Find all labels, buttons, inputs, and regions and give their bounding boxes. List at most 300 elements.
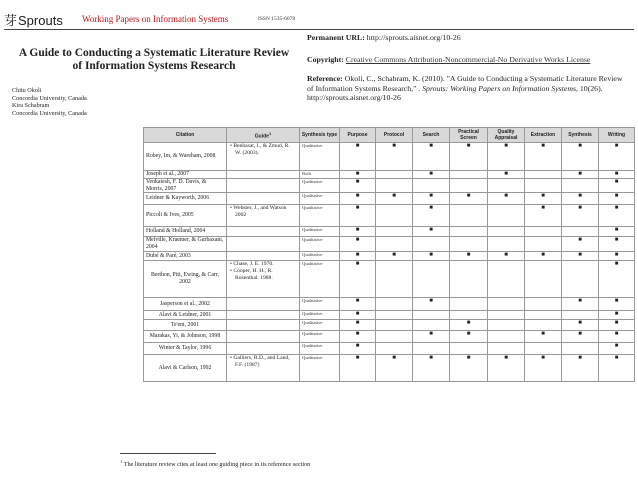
filled-square-icon: ■ [614, 205, 619, 212]
check-mark-cell [450, 143, 488, 171]
guide-cell [227, 260, 300, 297]
guide-cell [227, 205, 300, 227]
check-mark-cell [525, 178, 562, 193]
check-mark-cell [340, 342, 376, 354]
logo-text: Sprouts [18, 13, 63, 28]
check-mark-cell [376, 251, 413, 260]
table-row [144, 260, 635, 297]
check-mark-cell [450, 193, 488, 205]
filled-square-icon: ■ [504, 143, 508, 149]
check-mark-cell [525, 330, 562, 342]
filled-square-icon: ■ [504, 354, 508, 361]
check-mark-cell [599, 260, 635, 297]
check-mark-cell [562, 205, 599, 227]
filled-square-icon: ■ [614, 143, 619, 149]
synthesis-type-cell: Qualitative [300, 330, 340, 342]
synthesis-type-cell: Qualitative [300, 342, 340, 354]
license-link[interactable]: Creative Commons Attribution-Noncommercial-No Derivative Works License [345, 55, 591, 64]
filled-square-icon: ■ [355, 260, 360, 267]
guide-cell [227, 251, 300, 260]
filled-square-icon: ■ [614, 260, 619, 267]
check-mark-cell [525, 171, 562, 179]
filled-square-icon: ■ [578, 354, 582, 361]
table-row [144, 171, 635, 179]
check-mark-cell [599, 171, 635, 179]
table-row [144, 205, 635, 227]
filled-square-icon: ■ [578, 319, 582, 326]
check-mark-cell [599, 319, 635, 330]
check-mark-cell [488, 171, 525, 179]
table-row [144, 319, 635, 330]
check-mark-cell [413, 237, 450, 252]
check-mark-cell [562, 319, 599, 330]
filled-square-icon: ■ [355, 143, 360, 149]
check-mark-cell [340, 227, 376, 237]
filled-square-icon: ■ [429, 143, 433, 149]
filled-square-icon: ■ [541, 251, 545, 258]
check-mark-cell [525, 237, 562, 252]
bullet-icon: • [230, 267, 234, 274]
citation-cell: Jasperson et al., 2002 [144, 297, 227, 310]
review-table-body [144, 143, 635, 382]
guide-cell [227, 193, 300, 205]
check-mark-cell [450, 354, 488, 381]
filled-square-icon: ■ [541, 193, 545, 200]
filled-square-icon: ■ [466, 319, 471, 326]
filled-square-icon: ■ [429, 193, 433, 200]
citation-cell: Marakas, Yi, & Johnson, 1998 [144, 330, 227, 342]
col-extraction: Extraction [525, 128, 562, 143]
filled-square-icon: ■ [578, 251, 582, 258]
synthesis-type-cell: Qualitative [300, 193, 340, 205]
filled-square-icon: ■ [614, 310, 619, 317]
filled-square-icon: ■ [614, 297, 619, 304]
guide-cell [227, 171, 300, 179]
reference-text: Okoli, C., Schabram, K. (2010). "A Guide to Conducting a Systematic Literature Review of Information Systems Research," . [307, 74, 623, 93]
guide-list-item [229, 355, 297, 369]
filled-square-icon: ■ [504, 193, 508, 200]
table-row [144, 251, 635, 260]
check-mark-cell [562, 297, 599, 310]
review-table [143, 127, 635, 382]
check-mark-cell [450, 319, 488, 330]
copyright-label: Copyright: [307, 55, 344, 64]
sprouts-logo [4, 10, 63, 29]
check-mark-cell [376, 205, 413, 227]
author-name: Kira Schabram [12, 102, 50, 110]
check-mark-cell [599, 342, 635, 354]
check-mark-cell [599, 205, 635, 227]
check-mark-cell [376, 237, 413, 252]
table-row [144, 178, 635, 193]
col-writing: Writing [599, 128, 635, 143]
citation-cell: Venkatesh, F. D. Davis, & Morris, 2007 [144, 178, 227, 193]
filled-square-icon: ■ [392, 193, 396, 200]
filled-square-icon: ■ [614, 178, 619, 185]
check-mark-cell [450, 251, 488, 260]
synthesis-type-cell: Both [300, 171, 340, 179]
citation-cell: Berthon, Pitt, Ewing, & Carr, 2002 [144, 260, 227, 297]
table-header-row [144, 128, 635, 143]
check-mark-cell [413, 354, 450, 381]
filled-square-icon: ■ [355, 319, 360, 326]
filled-square-icon: ■ [392, 143, 396, 149]
filled-square-icon: ■ [355, 171, 360, 177]
filled-square-icon: ■ [429, 205, 433, 212]
filled-square-icon: ■ [578, 171, 582, 177]
filled-square-icon: ■ [429, 227, 433, 234]
synthesis-type-cell: Qualitative [300, 178, 340, 193]
filled-square-icon: ■ [355, 342, 360, 349]
author-affiliation: Concordia University, Canada [12, 94, 87, 102]
filled-square-icon: ■ [504, 171, 508, 177]
filled-square-icon: ■ [614, 193, 619, 200]
check-mark-cell [599, 310, 635, 319]
check-mark-cell [413, 171, 450, 179]
check-mark-cell [376, 260, 413, 297]
check-mark-cell [450, 205, 488, 227]
filled-square-icon: ■ [578, 297, 582, 304]
check-mark-cell [599, 251, 635, 260]
col-citation: Citation [144, 128, 227, 143]
check-mark-cell [413, 193, 450, 205]
check-mark-cell [450, 178, 488, 193]
series-title: Working Papers on Information Systems [82, 14, 229, 24]
reference-label: Reference: [307, 74, 343, 83]
check-mark-cell [450, 310, 488, 319]
check-mark-cell [488, 193, 525, 205]
check-mark-cell [599, 330, 635, 342]
paper-title: A Guide to Conducting a Systematic Literature Review of Information Systems Research [18, 47, 290, 72]
guide-list-item [229, 205, 297, 219]
check-mark-cell [340, 260, 376, 297]
check-mark-cell [488, 354, 525, 381]
check-mark-cell [376, 227, 413, 237]
table-row [144, 330, 635, 342]
check-mark-cell [376, 297, 413, 310]
check-mark-cell [599, 143, 635, 171]
check-mark-cell [488, 342, 525, 354]
synthesis-type-cell: Qualitative [300, 143, 340, 171]
check-mark-cell [488, 251, 525, 260]
filled-square-icon: ■ [578, 330, 582, 337]
col-protocol: Protocol [376, 128, 413, 143]
guide-cell [227, 237, 300, 252]
filled-square-icon: ■ [614, 330, 619, 337]
footnote-text: The literature review cites at least one guiding piece in its reference section [123, 461, 311, 469]
filled-square-icon: ■ [578, 143, 582, 149]
filled-square-icon: ■ [355, 205, 360, 212]
filled-square-icon: ■ [614, 251, 619, 258]
guide-cell [227, 354, 300, 381]
reference-journal: Sprouts: Working Papers on Information Systems, [422, 83, 578, 93]
filled-square-icon: ■ [614, 237, 619, 244]
filled-square-icon: ■ [355, 251, 360, 258]
table-row [144, 354, 635, 381]
sprout-logo-icon: 芽 [4, 14, 18, 29]
check-mark-cell [599, 354, 635, 381]
filled-square-icon: ■ [466, 330, 471, 337]
check-mark-cell [413, 227, 450, 237]
check-mark-cell [413, 342, 450, 354]
author-affiliation: Concordia University, Canada [12, 109, 87, 117]
synthesis-type-cell: Qualitative [300, 205, 340, 227]
table-row [144, 193, 635, 205]
filled-square-icon: ■ [355, 297, 360, 304]
filled-square-icon: ■ [614, 354, 619, 361]
filled-square-icon: ■ [355, 227, 360, 234]
check-mark-cell [525, 354, 562, 381]
filled-square-icon: ■ [466, 354, 471, 361]
synthesis-type-cell: Qualitative [300, 319, 340, 330]
check-mark-cell [562, 354, 599, 381]
table-row [144, 310, 635, 319]
filled-square-icon: ■ [578, 205, 582, 212]
check-mark-cell [525, 310, 562, 319]
check-mark-cell [599, 297, 635, 310]
guide-item: Cooper, H. H., R. Rosenthal. 1988. [233, 267, 273, 281]
filled-square-icon: ■ [578, 193, 582, 200]
check-mark-cell [525, 227, 562, 237]
check-mark-cell [450, 227, 488, 237]
table-row [144, 342, 635, 354]
check-mark-cell [450, 171, 488, 179]
check-mark-cell [340, 330, 376, 342]
check-mark-cell [450, 260, 488, 297]
check-mark-cell [488, 205, 525, 227]
filled-square-icon: ■ [614, 319, 619, 326]
check-mark-cell [413, 260, 450, 297]
check-mark-cell [376, 319, 413, 330]
check-mark-cell [562, 237, 599, 252]
check-mark-cell [525, 260, 562, 297]
check-mark-cell [562, 342, 599, 354]
filled-square-icon: ■ [355, 237, 360, 244]
check-mark-cell [525, 297, 562, 310]
check-mark-cell [525, 193, 562, 205]
check-mark-cell [525, 251, 562, 260]
check-mark-cell [376, 143, 413, 171]
check-mark-cell [340, 178, 376, 193]
filled-square-icon: ■ [429, 297, 433, 304]
filled-square-icon: ■ [355, 354, 360, 361]
check-mark-cell [562, 143, 599, 171]
guide-cell [227, 143, 300, 171]
table-row [144, 237, 635, 252]
citation-cell: Alavi & Leidner, 2001 [144, 310, 227, 319]
check-mark-cell [340, 319, 376, 330]
check-mark-cell [340, 143, 376, 171]
check-mark-cell [413, 178, 450, 193]
table-row [144, 297, 635, 310]
col-search: Search [413, 128, 450, 143]
bullet-icon: • [230, 354, 234, 361]
check-mark-cell [525, 342, 562, 354]
synthesis-type-cell: Qualitative [300, 310, 340, 319]
check-mark-cell [340, 251, 376, 260]
filled-square-icon: ■ [392, 354, 396, 361]
check-mark-cell [488, 319, 525, 330]
filled-square-icon: ■ [541, 143, 545, 149]
check-mark-cell [376, 342, 413, 354]
citation-cell: Robey, Im, & Wareham, 2008 [144, 143, 227, 171]
check-mark-cell [450, 297, 488, 310]
header-rule [4, 29, 634, 30]
check-mark-cell [525, 143, 562, 171]
citation-cell: Joseph et al., 2007 [144, 171, 227, 179]
check-mark-cell [340, 310, 376, 319]
filled-square-icon: ■ [355, 310, 360, 317]
citation-cell: Holland & Holland, 2004 [144, 227, 227, 237]
check-mark-cell [340, 205, 376, 227]
check-mark-cell [562, 260, 599, 297]
col-guide-label: Guide [254, 133, 269, 140]
copyright-line [307, 55, 627, 65]
reference-block [307, 74, 627, 103]
reference-tail: 10(26). http://sprouts.aisnet.org/10-26 [307, 83, 603, 103]
bullet-icon: • [230, 143, 234, 149]
check-mark-cell [413, 143, 450, 171]
check-mark-cell [562, 178, 599, 193]
citation-cell: Leidner & Kayworth, 2006 [144, 193, 227, 205]
check-mark-cell [562, 330, 599, 342]
guide-cell [227, 330, 300, 342]
check-mark-cell [488, 310, 525, 319]
col-practical-screen: Practical Screen [450, 128, 488, 143]
filled-square-icon: ■ [355, 330, 360, 337]
check-mark-cell [413, 310, 450, 319]
col-purpose: Purpose [340, 128, 376, 143]
check-mark-cell [340, 297, 376, 310]
citation-cell: Winter & Taylor, 1996 [144, 342, 227, 354]
check-mark-cell [488, 178, 525, 193]
filled-square-icon: ■ [466, 251, 471, 258]
issn: ISSN 1535-6078 [258, 16, 296, 22]
check-mark-cell [376, 354, 413, 381]
guide-cell [227, 342, 300, 354]
citation-cell: Piccoli & Ives, 2005 [144, 205, 227, 227]
check-mark-cell [413, 319, 450, 330]
check-mark-cell [562, 310, 599, 319]
table-row [144, 143, 635, 171]
citation-cell: Alavi & Carlson, 1992 [144, 354, 227, 381]
check-mark-cell [450, 342, 488, 354]
synthesis-type-cell: Qualitative [300, 354, 340, 381]
footnote-marker: 1 [120, 459, 123, 464]
filled-square-icon: ■ [355, 178, 360, 185]
check-mark-cell [525, 205, 562, 227]
synthesis-type-cell: Qualitative [300, 251, 340, 260]
check-mark-cell [562, 251, 599, 260]
synthesis-type-cell: Qualitative [300, 297, 340, 310]
check-mark-cell [376, 310, 413, 319]
guide-cell [227, 319, 300, 330]
filled-square-icon: ■ [614, 342, 619, 349]
check-mark-cell [413, 297, 450, 310]
bullet-icon: • [230, 260, 234, 267]
citation-cell: Te'eni, 2001 [144, 319, 227, 330]
check-mark-cell [488, 260, 525, 297]
footnote [120, 459, 310, 468]
filled-square-icon: ■ [578, 237, 582, 244]
check-mark-cell [488, 227, 525, 237]
synthesis-type-cell: Qualitative [300, 260, 340, 297]
check-mark-cell [340, 171, 376, 179]
check-mark-cell [413, 205, 450, 227]
permanent-url-label: Permanent URL: [307, 33, 365, 42]
permanent-url-line [307, 33, 627, 43]
check-mark-cell [413, 330, 450, 342]
check-mark-cell [450, 237, 488, 252]
col-quality-appraisal: Quality Appraisal [488, 128, 525, 143]
check-mark-cell [562, 171, 599, 179]
col-synthesis: Synthesis [562, 128, 599, 143]
check-mark-cell [413, 251, 450, 260]
filled-square-icon: ■ [504, 251, 508, 258]
filled-square-icon: ■ [429, 354, 433, 361]
guide-cell [227, 227, 300, 237]
guide-item: Benbasat, I., & Zmud, R. W. (2003). [233, 143, 290, 156]
check-mark-cell [525, 319, 562, 330]
guide-cell [227, 310, 300, 319]
check-mark-cell [562, 193, 599, 205]
check-mark-cell [340, 193, 376, 205]
filled-square-icon: ■ [614, 227, 619, 234]
filled-square-icon: ■ [541, 330, 545, 337]
guide-item: Galliers, R.D., and Land, F.F. (1987) [233, 354, 290, 368]
synthesis-type-cell: Qualitative [300, 227, 340, 237]
check-mark-cell [488, 237, 525, 252]
filled-square-icon: ■ [429, 330, 433, 337]
guide-list-item [229, 261, 297, 268]
filled-square-icon: ■ [429, 171, 433, 177]
filled-square-icon: ■ [541, 205, 545, 212]
check-mark-cell [599, 193, 635, 205]
filled-square-icon: ■ [466, 193, 471, 200]
citation-cell: Dubé & Paré, 2003 [144, 251, 227, 260]
guide-list-item [229, 143, 297, 157]
check-mark-cell [599, 178, 635, 193]
guide-list-item [229, 268, 297, 282]
bullet-icon: • [230, 205, 234, 212]
footnote-ref: 1 [268, 130, 272, 136]
permanent-url[interactable]: http://sprouts.aisnet.org/10-26 [366, 33, 461, 42]
check-mark-cell [376, 178, 413, 193]
check-mark-cell [599, 237, 635, 252]
author-block [12, 87, 87, 117]
check-mark-cell [340, 237, 376, 252]
col-synthesis-type: Synthesis type [300, 128, 340, 143]
filled-square-icon: ■ [392, 251, 396, 258]
col-guide [227, 128, 300, 143]
guide-item: Chase, J. E. 1970. [233, 260, 274, 267]
filled-square-icon: ■ [466, 143, 471, 149]
check-mark-cell [562, 227, 599, 237]
table-row [144, 227, 635, 237]
citation-cell: Melville, Kraemer, & Gurbaxani, 2004 [144, 237, 227, 252]
check-mark-cell [376, 330, 413, 342]
check-mark-cell [488, 143, 525, 171]
check-mark-cell [599, 227, 635, 237]
synthesis-type-cell: Qualitative [300, 237, 340, 252]
filled-square-icon: ■ [355, 193, 360, 200]
check-mark-cell [450, 330, 488, 342]
check-mark-cell [488, 330, 525, 342]
author-name: Chitu Okoli [12, 87, 42, 94]
check-mark-cell [376, 171, 413, 179]
guide-cell [227, 297, 300, 310]
check-mark-cell [376, 193, 413, 205]
